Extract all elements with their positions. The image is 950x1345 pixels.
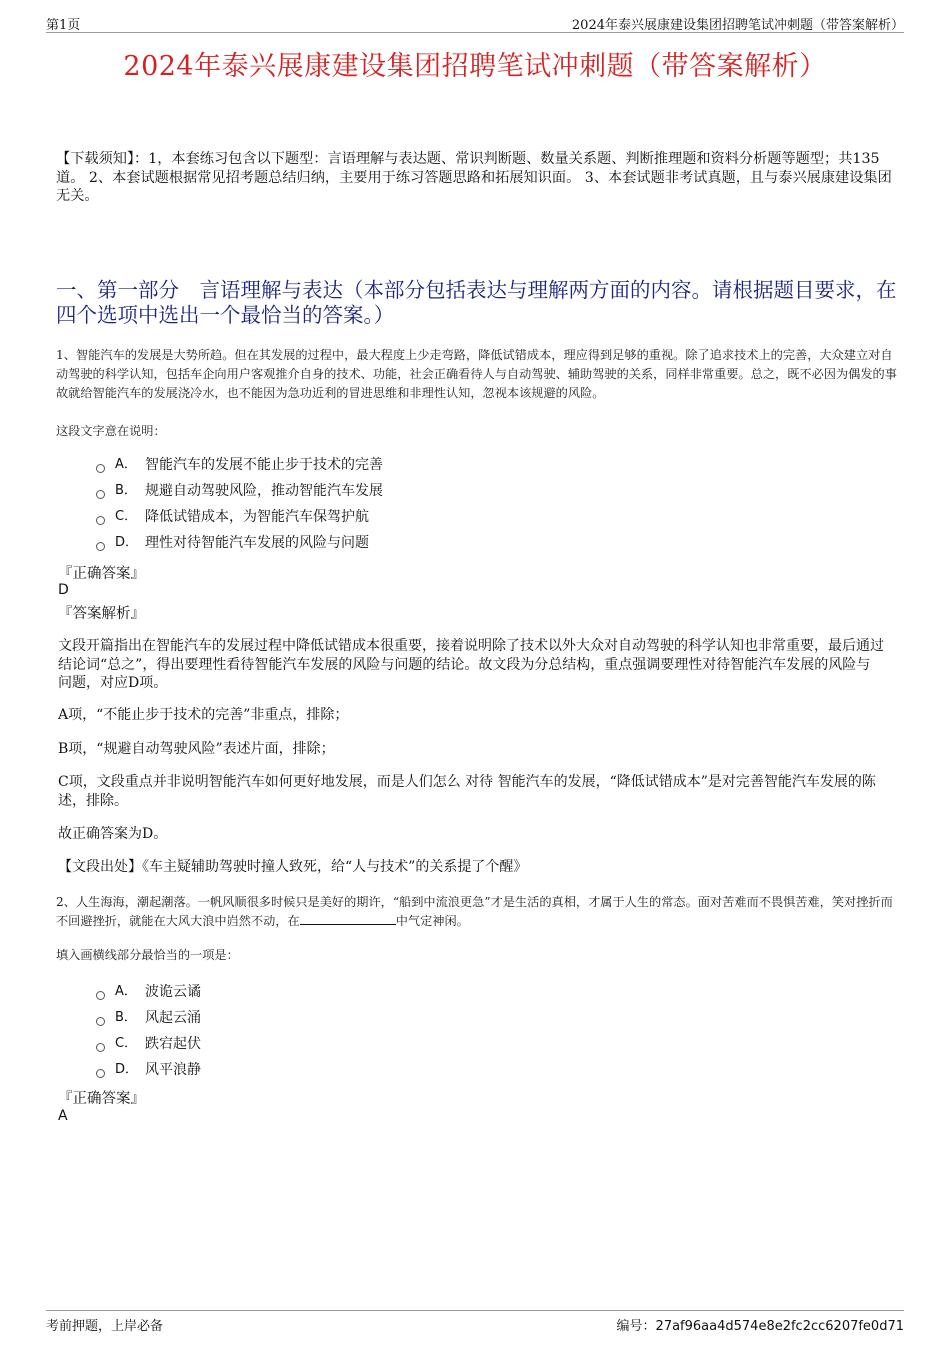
q1-option-a[interactable]: A． 智能汽车的发展不能止步于技术的完善 [96,452,696,478]
footer-code: 编号：27af96aa4d574e8e2fc2cc6207fe0d71 [616,1319,904,1334]
q1-analysis-paragraph: C项，文段重点并非说明智能汽车如何更好地发展，而是人们怎么 对待 智能汽车的发展，“降低试错成本”是对完善智能汽车发展的陈述，排除。 [58,774,876,809]
q1-analysis-paragraph: 故正确答案为D。 [58,826,168,842]
q1-option-d[interactable]: D． 理性对待智能汽车发展的风险与问题 [96,530,696,556]
q1-answer: D [58,582,69,598]
fill-in-blank [300,912,396,925]
q1-stem: 1、智能汽车的发展是大势所趋。但在其发展的过程中，最大程度上少走弯路，降低试错成本，理应得到足够的重视。除了追求技术上的完善，大众建立对自动驾驶的科学认知，包括车企向用户客观推介自身的技术、功能，社会正确看待人与自动驾驶、辅助驾驶的关系，同样非常重要。总之，既不必因为偶发的事故就给智能汽车的发展浇冷水，也不能因为急功近利的冒进思维和非理性认知，忽视本该规避的风险。 [56,348,897,400]
q1-option-b[interactable]: B． 规避自动驾驶风险，推动智能汽车发展 [96,478,696,504]
q2-option-c[interactable]: C． 跌宕起伏 [96,1031,696,1057]
radio-icon[interactable] [96,991,105,1000]
radio-icon[interactable] [96,1069,105,1078]
radio-icon[interactable] [96,542,105,551]
q2-answer-label: 『正确答案』 [58,1091,145,1107]
q1-analysis-paragraph: 文段开篇指出在智能汽车的发展过程中降低试错成本很重要，接着说明除了技术以外大众对自动驾驶的科学认知也非常重要，最后通过结论词“总之”，得出要理性看待智能汽车发展的风险与问题的结论。故文段为分总结构，重点强调要理性对待智能汽车发展的风险与问题，对应D项。 [58,638,884,691]
q2-options [96,979,696,1083]
page-title: 2024年泰兴展康建设集团招聘笔试冲刺题（带答案解析） [123,51,827,82]
q1-answer-label: 『正确答案』 [58,566,145,582]
q1-analysis-paragraph: B项，“规避自动驾驶风险”表述片面，排除； [58,741,335,757]
radio-icon[interactable] [96,1043,105,1052]
q1-analysis-paragraph: A项，“不能止步于技术的完善”非重点，排除； [58,707,349,723]
q2-stem: 2、人生海海，潮起潮落。一帆风顺很多时候只是美好的期许，“船到中流浪更急”才是生活的真相，才属于人生的常态。面对苦难而不畏惧苦难，笑对挫折而不回避挫折，就能在大风大浪中岿然不动，在 中气定神闲。 [56,895,893,928]
q1-prompt: 这段文字意在说明： [56,424,166,438]
q2-option-d[interactable]: D． 风平浪静 [96,1057,696,1083]
q1-source: 【文段出处】《车主疑辅助驾驶时撞人致死，给“人与技术”的关系提了个醒》 [58,859,528,875]
q2-prompt: 填入画横线部分最恰当的一项是： [56,948,239,962]
footer-slogan: 考前押题，上岸必备 [46,1319,164,1334]
q1-option-c[interactable]: C． 降低试错成本，为智能汽车保驾护航 [96,504,696,530]
radio-icon[interactable] [96,490,105,499]
q2-option-a[interactable]: A． 波诡云谲 [96,979,696,1005]
download-notice: 【下载须知】：1，本套练习包含以下题型：言语理解与表达题、常识判断题、数量关系题、判断推理题和资料分析题等题型；共135道。 2、本套试题根据常见招考题总结归纳，主要用于练习答题思路和拓展知识面。 3、本套试题非考试真题，且与泰兴展康建设集团无关。 [56,151,892,204]
q2-option-b[interactable]: B． 风起云涌 [96,1005,696,1031]
q1-analysis-label: 『答案解析』 [58,606,145,622]
section-heading: 一、第一部分 言语理解与表达（本部分包括表达与理解两方面的内容。请根据题目要求，在四个选项中选出一个最恰当的答案。） [56,278,897,327]
radio-icon[interactable] [96,464,105,473]
radio-icon[interactable] [96,516,105,525]
q1-options [96,452,696,556]
page-header [46,14,904,33]
page-footer [46,1310,904,1333]
header-doc-title: 2024年泰兴展康建设集团招聘笔试冲刺题（带答案解析） [571,18,904,33]
q2-answer: A [58,1108,68,1124]
radio-icon[interactable] [96,1017,105,1026]
page-number: 第1页 [46,18,81,33]
